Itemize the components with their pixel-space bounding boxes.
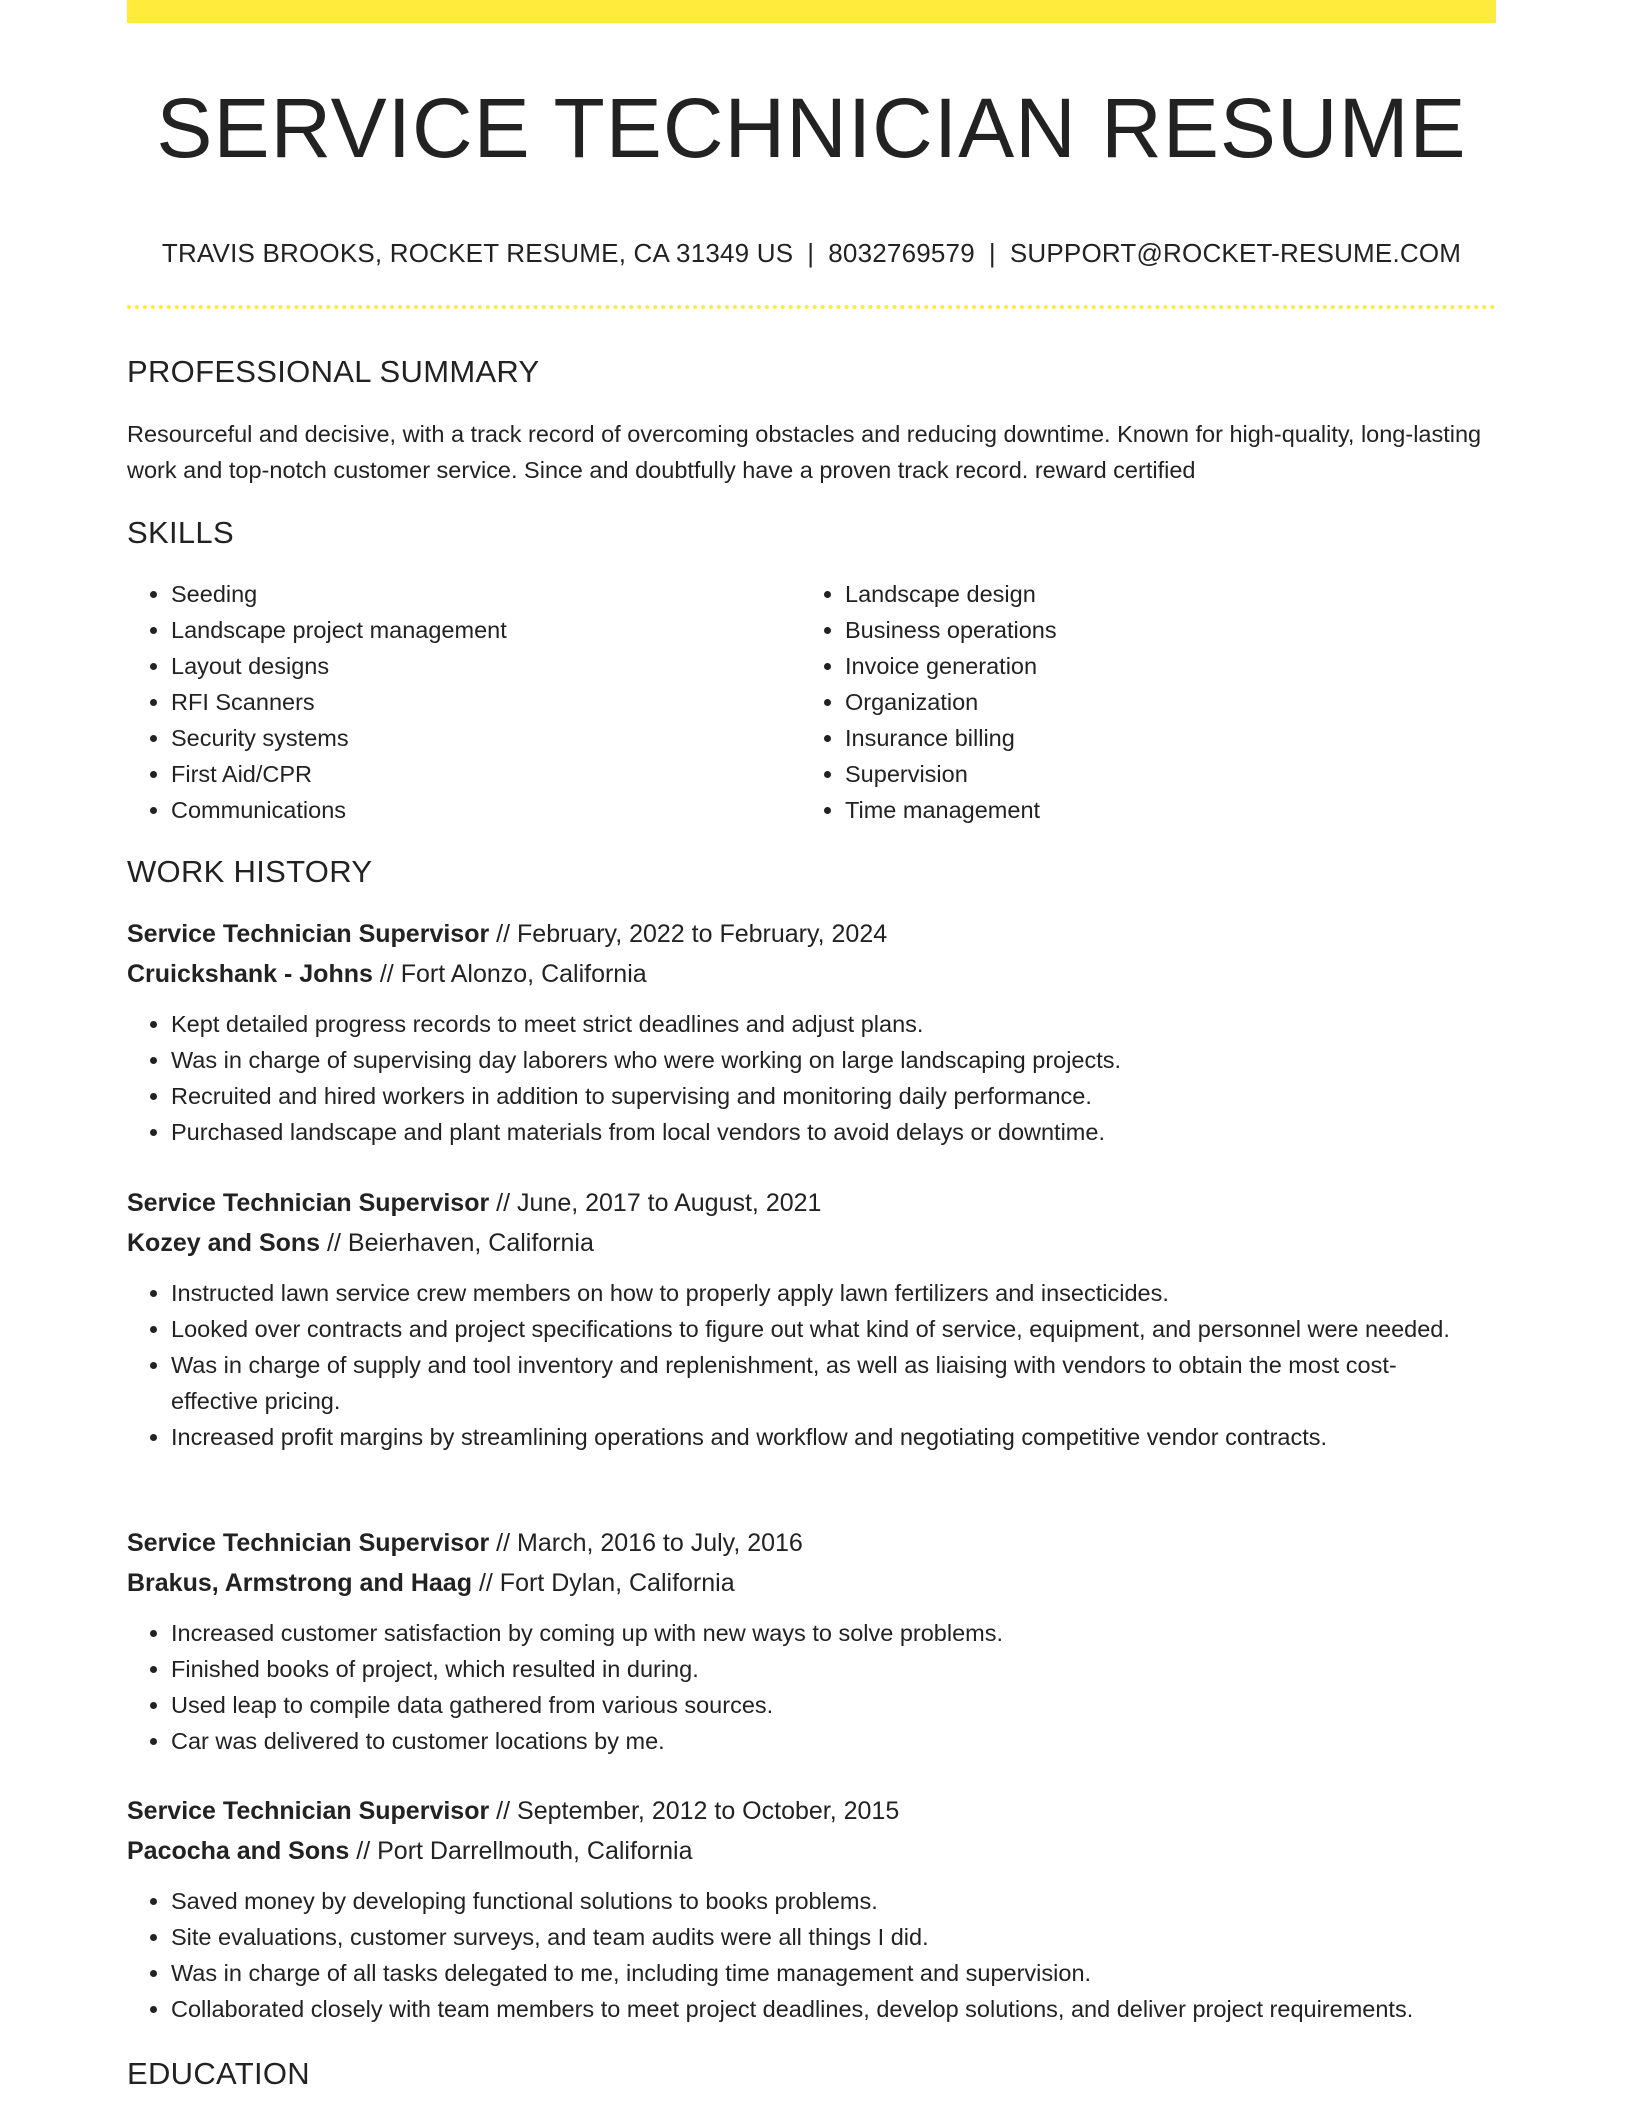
job-separator: // [478,1569,493,1597]
job-company-line [127,1831,1496,1871]
work-history-heading: WORK HISTORY [127,854,373,889]
job-company-line [127,1223,1496,1263]
top-accent-bar [127,0,1496,23]
skill-item: • First Aid/CPR [171,756,801,792]
job-bullet: • Used leap to compile data gathered from various sources. [171,1687,1496,1723]
summary-text: Resourceful and decisive, with a track record of overcoming obstacles and reducing downtime. Known for high-quality, long-lasting work and top-notch customer service. Since and doubtfully have a proven track record. reward certified [127,421,1482,483]
job-company: Brakus, Armstrong and Haag [127,1569,472,1597]
job-separator: // [496,920,511,948]
job-company: Cruickshank - Johns [127,960,373,988]
job-separator: // [496,1529,511,1557]
job-title-line [127,1183,1496,1223]
job-separator: // [496,1797,511,1825]
job-bullet: • Car was delivered to customer locations by me. [171,1723,1496,1759]
job-entry [127,914,1496,1150]
job-bullet: • Increased customer satisfaction by coming up with new ways to solve problems. [171,1615,1496,1651]
contact-line [127,236,1496,270]
skills-column-right [801,576,1475,828]
contact-phone: 8032769579 [828,238,975,268]
job-bullet: • Finished books of project, which resulted in during. [171,1651,1496,1687]
skills-list [127,576,1496,828]
job-bullet: • Was in charge of supply and tool inventory and replenishment, as well as liaising with vendors to obtain the most cost-effective pricing. [171,1347,1496,1419]
job-entry [127,1523,1496,1759]
job-separator: // [496,1189,511,1217]
job-bullet: • Was in charge of all tasks delegated to me, including time management and supervision. [171,1955,1496,1991]
job-bullet: • Instructed lawn service crew members on how to properly apply lawn fertilizers and insecticides. [171,1275,1496,1311]
job-bullet: • Saved money by developing functional solutions to books problems. [171,1883,1496,1919]
summary-heading: PROFESSIONAL SUMMARY [127,354,540,389]
skill-item: • Organization [845,684,1475,720]
job-title: Service Technician Supervisor [127,1529,490,1557]
job-bullet: • Was in charge of supervising day laborers who were working on large landscaping projects. [171,1042,1496,1078]
job-title: Service Technician Supervisor [127,1797,490,1825]
contact-separator: | [988,238,996,268]
job-company-line [127,954,1496,994]
job-bullet: • Recruited and hired workers in addition to supervising and monitoring daily performance. [171,1078,1496,1114]
job-title: Service Technician Supervisor [127,920,490,948]
job-bullet: • Looked over contracts and project specifications to figure out what kind of service, equipment, and personnel were needed. [171,1311,1496,1347]
job-location: Fort Alonzo, California [400,960,647,988]
skill-item: • Security systems [171,720,801,756]
job-company-line [127,1563,1496,1603]
job-bullet: • Collaborated closely with team members to meet project deadlines, develop solutions, and deliver project requirements. [171,1991,1496,2027]
skill-item: • Business operations [845,612,1475,648]
job-separator: // [356,1837,371,1865]
contact-address: TRAVIS BROOKS, ROCKET RESUME, CA 31349 US [161,238,794,268]
skill-item: • Layout designs [171,648,801,684]
page-title: SERVICE TECHNICIAN RESUME [156,81,1467,175]
job-bullet: • Increased profit margins by streamlining operations and workflow and negotiating competitive vendor contracts. [171,1419,1496,1455]
job-bullets [127,1006,1496,1150]
job-title: Service Technician Supervisor [127,1189,490,1217]
job-location: Fort Dylan, California [499,1569,735,1597]
skill-item: • Supervision [845,756,1475,792]
job-company: Pacocha and Sons [127,1837,350,1865]
skill-item: • RFI Scanners [171,684,801,720]
job-separator: // [327,1229,341,1257]
job-separator: // [379,960,394,988]
skill-item: • Invoice generation [845,648,1475,684]
job-entry [127,1791,1496,2027]
skill-item: • Insurance billing [845,720,1475,756]
skill-item: • Communications [171,792,801,828]
skills-column-left [127,576,801,828]
job-company: Kozey and Sons [127,1229,321,1257]
education-heading: EDUCATION [127,2056,310,2091]
dotted-divider [127,305,1496,309]
job-location: Beierhaven, California [347,1229,594,1257]
skill-item: • Seeding [171,576,801,612]
job-entry [127,1183,1496,1455]
job-bullets [127,1883,1496,2027]
skill-item: • Time management [845,792,1475,828]
contact-email[interactable]: SUPPORT@ROCKET-RESUME.COM [1009,238,1462,268]
job-title-line [127,1791,1496,1831]
skills-heading: SKILLS [127,515,234,550]
job-dates: February, 2022 to February, 2024 [517,920,888,948]
job-bullet: • Kept detailed progress records to meet strict deadlines and adjust plans. [171,1006,1496,1042]
job-title-line [127,1523,1496,1563]
job-title-line [127,914,1496,954]
skill-item: • Landscape project management [171,612,801,648]
contact-separator: | [807,238,815,268]
job-location: Port Darrellmouth, California [377,1837,693,1865]
job-dates: September, 2012 to October, 2015 [517,1797,900,1825]
job-bullet: • Site evaluations, customer surveys, and team audits were all things I did. [171,1919,1496,1955]
job-dates: June, 2017 to August, 2021 [517,1189,822,1217]
job-bullets [127,1275,1496,1455]
skill-item: • Landscape design [845,576,1475,612]
job-dates: March, 2016 to July, 2016 [517,1529,803,1557]
job-bullet: • Purchased landscape and plant materials from local vendors to avoid delays or downtime. [171,1114,1496,1150]
job-bullets [127,1615,1496,1759]
